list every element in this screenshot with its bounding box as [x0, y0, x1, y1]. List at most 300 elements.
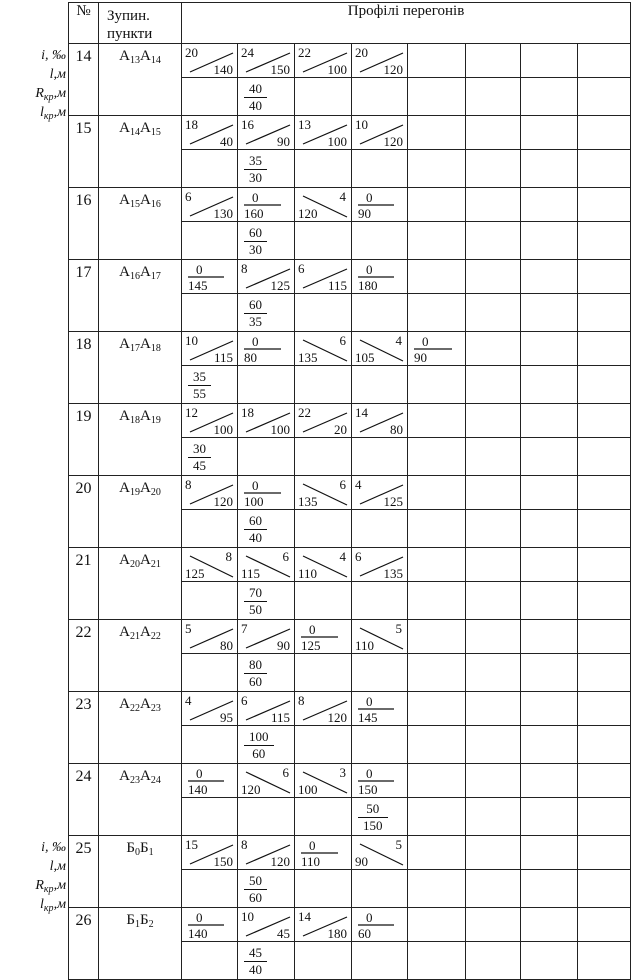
grade-element [182, 476, 237, 509]
curve-cell [408, 294, 466, 332]
curve-length: 40 [249, 962, 262, 977]
length-value: 100 [327, 134, 347, 149]
length-value: 150 [213, 854, 233, 869]
grade-value: 24 [241, 45, 254, 60]
curve-cell [408, 366, 466, 404]
grade-value: 10 [241, 909, 254, 924]
profile-row [69, 764, 631, 798]
row-number: 19 [69, 404, 99, 476]
grade-value: 0 [366, 262, 373, 277]
profile-cell [521, 260, 578, 294]
grade-element [295, 836, 351, 869]
length-value: 90 [414, 350, 427, 365]
grade-element [352, 404, 407, 437]
length-value: 20 [334, 422, 347, 437]
length-value: 125 [270, 278, 290, 293]
length-value: 125 [185, 566, 205, 581]
profile-cell [521, 404, 578, 438]
legend-grade: i, ‰ [41, 48, 66, 63]
grade-value: 7 [241, 621, 248, 636]
curve-cell [182, 366, 238, 404]
profile-cell [578, 836, 631, 870]
length-value: 120 [383, 134, 403, 149]
row-number: 18 [69, 332, 99, 404]
curve-cell [182, 294, 238, 332]
grade-value: 20 [355, 45, 368, 60]
curve-cell [521, 870, 578, 908]
profile-cell [408, 908, 466, 942]
grade-element [295, 116, 351, 149]
curve-cell [521, 654, 578, 692]
profile-cell [295, 548, 352, 582]
length-value: 120 [270, 854, 290, 869]
profile-cell [295, 620, 352, 654]
stop-pair: $A_{17}A_{18}$ [99, 332, 182, 404]
profile-cell [578, 404, 631, 438]
profile-cell [578, 476, 631, 510]
row-number: 23 [69, 692, 99, 764]
grade-element [182, 692, 237, 725]
header-row [69, 3, 631, 44]
curve-cell [521, 294, 578, 332]
curve-cell [578, 798, 631, 836]
curve-cell [352, 726, 408, 764]
length-value: 135 [298, 350, 318, 365]
profile-cell [238, 44, 295, 78]
row-number: 15 [69, 116, 99, 188]
length-value: 140 [188, 926, 208, 941]
length-value: 115 [327, 278, 347, 293]
curve-fraction [244, 154, 267, 185]
curve-cell [182, 654, 238, 692]
profile-cell [352, 836, 408, 870]
curve-cell [521, 150, 578, 188]
profile-cell [182, 908, 238, 942]
curve-radius: 35 [244, 154, 267, 170]
profile-cell [466, 836, 521, 870]
profile-cell [408, 836, 466, 870]
length-value: 100 [213, 422, 233, 437]
length-value: 145 [188, 278, 208, 293]
curve-cell [238, 150, 295, 188]
curve-cell [578, 582, 631, 620]
profile-cell [466, 908, 521, 942]
curve-radius: 45 [244, 946, 267, 962]
curve-cell [238, 438, 295, 476]
profile-row [69, 836, 631, 870]
length-value: 140 [188, 782, 208, 797]
curve-cell [352, 222, 408, 260]
grade-value: 4 [339, 189, 346, 204]
grade-value: 18 [241, 405, 254, 420]
profile-cell [578, 116, 631, 150]
curve-length: 40 [249, 98, 262, 113]
profile-cell [408, 44, 466, 78]
curve-cell [466, 150, 521, 188]
curve-cell [238, 798, 295, 836]
curve-length: 60 [252, 746, 266, 761]
curve-radius: 60 [244, 514, 267, 530]
profile-cell [466, 764, 521, 798]
curve-cell [182, 870, 238, 908]
profile-row [69, 44, 631, 78]
grade-value: 0 [252, 478, 259, 493]
curve-cell [408, 78, 466, 116]
grade-value: 6 [282, 549, 289, 564]
curve-cell [408, 222, 466, 260]
length-value: 120 [213, 494, 233, 509]
grade-value: 5 [395, 837, 402, 852]
curve-cell [408, 798, 466, 836]
length-value: 120 [298, 206, 318, 221]
curve-cell [238, 294, 295, 332]
curve-cell [182, 150, 238, 188]
curve-cell [238, 870, 295, 908]
row-number: 25 [69, 836, 99, 908]
grade-element [238, 44, 294, 77]
profile-cell [578, 44, 631, 78]
grade-value: 0 [309, 838, 316, 853]
grade-value: 4 [339, 549, 346, 564]
curve-radius: 100 [244, 730, 274, 746]
grade-element [295, 620, 351, 653]
curve-length: 45 [193, 458, 206, 473]
profile-cell [295, 692, 352, 726]
length-value: 45 [277, 926, 290, 941]
grade-element [352, 836, 407, 869]
length-value: 120 [241, 782, 261, 797]
curve-radius: 60 [244, 226, 267, 242]
stop-pair: $A_{21}A_{22}$ [99, 620, 182, 692]
grade-element [352, 548, 407, 581]
length-value: 105 [355, 350, 375, 365]
curve-cell [578, 366, 631, 404]
legend-length: l,м [49, 67, 66, 82]
profile-cell [295, 188, 352, 222]
profile-cell [352, 116, 408, 150]
row-number: 20 [69, 476, 99, 548]
curve-cell [521, 582, 578, 620]
curve-cell [521, 222, 578, 260]
grade-element [182, 260, 237, 293]
grade-value: 4 [355, 477, 362, 492]
grade-element [295, 908, 351, 941]
profile-cell [352, 764, 408, 798]
stop-pair: $A_{20}A_{21}$ [99, 548, 182, 620]
profile-cell [238, 404, 295, 438]
curve-cell [578, 222, 631, 260]
grade-value: 0 [366, 910, 373, 925]
length-value: 80 [220, 638, 233, 653]
profile-cell [238, 836, 295, 870]
profile-cell [295, 332, 352, 366]
stop-pair: $A_{14}A_{15}$ [99, 116, 182, 188]
profile-cell [238, 188, 295, 222]
grade-element [238, 692, 294, 725]
profile-row [69, 188, 631, 222]
curve-length: 55 [193, 386, 206, 401]
length-value: 110 [298, 566, 318, 581]
profile-cell [521, 44, 578, 78]
grade-element [182, 404, 237, 437]
curve-cell [466, 366, 521, 404]
curve-cell [238, 726, 295, 764]
grade-element [352, 332, 407, 365]
curve-cell [408, 942, 466, 980]
profile-cell [466, 44, 521, 78]
row-number: 21 [69, 548, 99, 620]
profile-cell [238, 692, 295, 726]
legend-radius: $R_{кр},м$ [35, 878, 66, 895]
curve-cell [408, 870, 466, 908]
profile-cell [352, 404, 408, 438]
grade-element [238, 548, 294, 581]
length-value: 100 [298, 782, 318, 797]
profile-cell [408, 692, 466, 726]
grade-element [182, 620, 237, 653]
curve-radius: 30 [188, 442, 211, 458]
profile-cell [408, 188, 466, 222]
profile-cell [466, 620, 521, 654]
profile-cell [295, 764, 352, 798]
profile-cell [466, 476, 521, 510]
profile-cell [352, 44, 408, 78]
profile-cell [521, 188, 578, 222]
curve-cell [408, 582, 466, 620]
stop-pair: $Б_1Б_2$ [99, 908, 182, 980]
profile-cell [238, 332, 295, 366]
length-value: 150 [358, 782, 378, 797]
grade-element [295, 692, 351, 725]
header-stops [99, 3, 182, 44]
profile-cell [578, 620, 631, 654]
length-value: 60 [358, 926, 371, 941]
length-value: 145 [358, 710, 378, 725]
profile-cell [521, 476, 578, 510]
curve-cell [352, 366, 408, 404]
grade-value: 5 [395, 621, 402, 636]
profile-row [69, 620, 631, 654]
grade-value: 6 [339, 477, 346, 492]
grade-value: 20 [185, 45, 198, 60]
curve-cell [408, 510, 466, 548]
length-value: 150 [270, 62, 290, 77]
curve-cell [182, 942, 238, 980]
grade-value: 10 [185, 333, 198, 348]
length-value: 120 [327, 710, 347, 725]
grade-element [238, 116, 294, 149]
length-value: 90 [277, 638, 290, 653]
profile-cell [521, 764, 578, 798]
curve-cell [238, 942, 295, 980]
curve-cell [182, 582, 238, 620]
grade-element [238, 476, 294, 509]
curve-cell [466, 942, 521, 980]
length-value: 90 [355, 854, 368, 869]
grade-element [295, 764, 351, 797]
profile-cell [521, 692, 578, 726]
curve-cell [182, 222, 238, 260]
profile-cell [182, 764, 238, 798]
profile-row [69, 548, 631, 582]
curve-cell [521, 438, 578, 476]
length-value: 110 [301, 854, 321, 869]
grade-value: 0 [196, 910, 203, 925]
length-value: 125 [383, 494, 403, 509]
grade-element [295, 260, 351, 293]
curve-cell [408, 726, 466, 764]
curve-cell [521, 78, 578, 116]
row-number: 16 [69, 188, 99, 260]
length-value: 100 [327, 62, 347, 77]
header-profiles: Профілі перегонів [182, 3, 631, 44]
curve-fraction [244, 82, 267, 113]
profile-cell [408, 116, 466, 150]
curve-cell [466, 438, 521, 476]
grade-element [352, 692, 407, 725]
grade-value: 14 [298, 909, 311, 924]
curve-cell [466, 726, 521, 764]
legend-curve-length: $l_{кр},м$ [39, 897, 66, 914]
profile-cell [295, 908, 352, 942]
grade-value: 5 [185, 621, 192, 636]
profile-cell [408, 548, 466, 582]
curve-length: 35 [249, 314, 262, 329]
grade-value: 8 [241, 261, 248, 276]
grade-value: 6 [339, 333, 346, 348]
curve-fraction [244, 874, 267, 905]
curve-cell [295, 582, 352, 620]
profile-cell [578, 692, 631, 726]
grade-element [352, 764, 407, 797]
profile-cell [182, 620, 238, 654]
curve-cell [352, 78, 408, 116]
grade-value: 0 [196, 262, 203, 277]
length-value: 180 [358, 278, 378, 293]
profile-cell [521, 908, 578, 942]
curve-cell [352, 942, 408, 980]
grade-value: 10 [355, 117, 368, 132]
curve-cell [352, 438, 408, 476]
length-value: 95 [220, 710, 233, 725]
profile-cell [352, 908, 408, 942]
curve-cell [182, 726, 238, 764]
curve-cell [295, 654, 352, 692]
grade-element [238, 260, 294, 293]
grade-value: 0 [196, 766, 203, 781]
profile-row [69, 260, 631, 294]
curve-radius: 50 [358, 802, 388, 818]
row-number: 26 [69, 908, 99, 980]
grade-value: 8 [298, 693, 305, 708]
curve-cell [352, 582, 408, 620]
curve-cell [238, 366, 295, 404]
curve-cell [352, 870, 408, 908]
grade-value: 12 [185, 405, 198, 420]
length-value: 80 [390, 422, 403, 437]
profile-cell [352, 692, 408, 726]
curve-cell [578, 438, 631, 476]
curve-fraction [244, 730, 274, 761]
profile-cell [521, 548, 578, 582]
curve-length: 60 [249, 890, 262, 905]
curve-cell [466, 222, 521, 260]
grade-value: 6 [282, 765, 289, 780]
curve-cell [238, 582, 295, 620]
profile-cell [521, 332, 578, 366]
profile-cell [578, 332, 631, 366]
curve-fraction [188, 370, 211, 401]
curve-fraction [244, 514, 267, 545]
profile-cell [182, 404, 238, 438]
profile-cell [578, 188, 631, 222]
curve-fraction [244, 946, 267, 977]
profile-cell [578, 548, 631, 582]
length-value: 120 [383, 62, 403, 77]
curve-cell [466, 798, 521, 836]
grade-value: 8 [225, 549, 232, 564]
profile-cell [238, 116, 295, 150]
profile-cell [238, 620, 295, 654]
profile-cell [295, 476, 352, 510]
curve-cell [466, 582, 521, 620]
length-value: 115 [241, 566, 261, 581]
length-value: 130 [213, 206, 233, 221]
legend-length: l,м [49, 859, 66, 874]
header-stops-line1: Зупин. [107, 8, 150, 24]
stop-pair: $A_{18}A_{19}$ [99, 404, 182, 476]
curve-length: 30 [249, 170, 262, 185]
profile-cell [352, 332, 408, 366]
profile-cell [466, 116, 521, 150]
grade-element [408, 332, 465, 365]
curve-cell [578, 726, 631, 764]
length-value: 115 [270, 710, 290, 725]
profile-cell [408, 764, 466, 798]
curve-cell [295, 438, 352, 476]
profile-cell [352, 476, 408, 510]
grade-element [182, 836, 237, 869]
profile-cell [466, 332, 521, 366]
profile-cell [408, 404, 466, 438]
profile-cell [578, 260, 631, 294]
curve-cell [466, 870, 521, 908]
grade-value: 6 [355, 549, 362, 564]
curve-cell [295, 222, 352, 260]
profile-cell [521, 836, 578, 870]
grade-value: 0 [252, 190, 259, 205]
grade-element [182, 188, 237, 221]
curve-cell [352, 798, 408, 836]
length-value: 180 [327, 926, 347, 941]
curve-cell [238, 222, 295, 260]
length-value: 135 [383, 566, 403, 581]
stop-pair: $A_{15}A_{16}$ [99, 188, 182, 260]
length-value: 135 [298, 494, 318, 509]
curve-length: 150 [363, 818, 383, 833]
curve-radius: 50 [244, 874, 267, 890]
grade-element [182, 44, 237, 77]
profile-cell [238, 908, 295, 942]
curve-cell [352, 294, 408, 332]
profile-cell [408, 620, 466, 654]
curve-cell [295, 726, 352, 764]
grade-element [238, 332, 294, 365]
profile-cell [352, 620, 408, 654]
curve-radius: 60 [244, 298, 267, 314]
profile-row [69, 404, 631, 438]
grade-value: 8 [241, 837, 248, 852]
